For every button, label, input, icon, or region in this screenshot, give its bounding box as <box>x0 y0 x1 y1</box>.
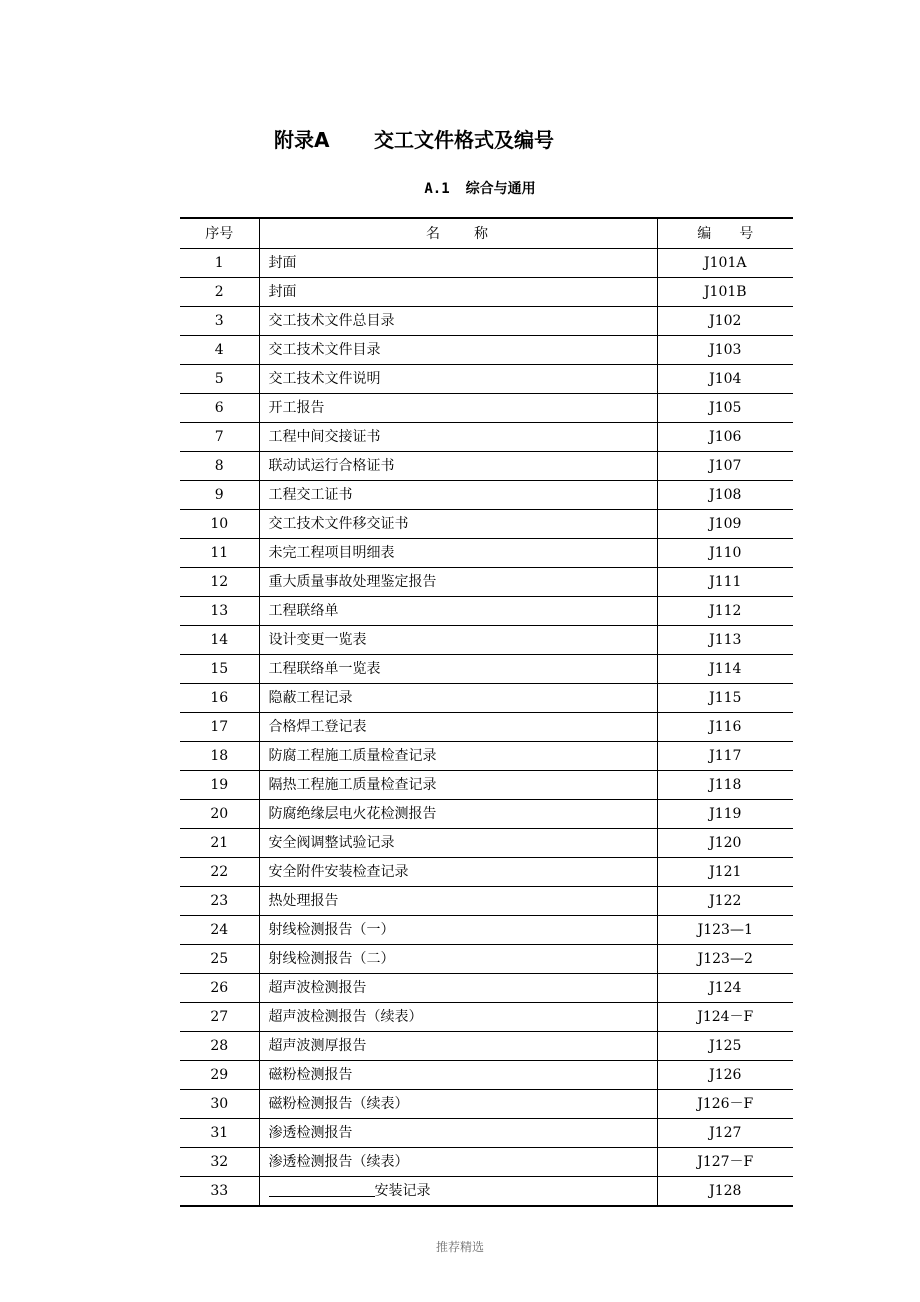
row-code: J116 <box>657 713 793 742</box>
table-row <box>180 1119 793 1148</box>
table-row <box>180 278 793 307</box>
row-code: J127－F <box>657 1148 793 1177</box>
table-row <box>180 481 793 510</box>
header-seq: 序号 <box>180 218 259 249</box>
header-code: 编 号 <box>657 218 793 249</box>
row-code: J108 <box>657 481 793 510</box>
section-number: A.1 <box>424 181 450 197</box>
row-seq: 18 <box>180 742 259 771</box>
row-code: J103 <box>657 336 793 365</box>
table-row <box>180 423 793 452</box>
table-row <box>180 829 793 858</box>
row-seq: 3 <box>180 307 259 336</box>
row-seq: 24 <box>180 916 259 945</box>
row-code: J126－F <box>657 1090 793 1119</box>
row-seq: 6 <box>180 394 259 423</box>
row-seq: 27 <box>180 1003 259 1032</box>
row-name: 防腐绝缘层电火花检测报告 <box>259 800 657 829</box>
table-row <box>180 539 793 568</box>
row-code: J125 <box>657 1032 793 1061</box>
section-title: 综合与通用 <box>465 181 536 197</box>
row-name: 超声波测厚报告 <box>259 1032 657 1061</box>
row-code: J126 <box>657 1061 793 1090</box>
table-row <box>180 742 793 771</box>
table-row <box>180 1061 793 1090</box>
table-row <box>180 510 793 539</box>
row-code: J127 <box>657 1119 793 1148</box>
row-seq: 31 <box>180 1119 259 1148</box>
row-seq: 1 <box>180 249 259 278</box>
row-seq: 28 <box>180 1032 259 1061</box>
row-seq: 8 <box>180 452 259 481</box>
row-code: J110 <box>657 539 793 568</box>
row-name: 磁粉检测报告（续表） <box>259 1090 657 1119</box>
table-row <box>180 597 793 626</box>
row-code: J113 <box>657 626 793 655</box>
row-name: 隔热工程施工质量检查记录 <box>259 771 657 800</box>
table-row <box>180 713 793 742</box>
row-code: J118 <box>657 771 793 800</box>
row-seq: 2 <box>180 278 259 307</box>
table-row <box>180 568 793 597</box>
row-name: 渗透检测报告（续表） <box>259 1148 657 1177</box>
row-code: J124 <box>657 974 793 1003</box>
row-name: 超声波检测报告 <box>259 974 657 1003</box>
row-name: 设计变更一览表 <box>259 626 657 655</box>
row-seq: 21 <box>180 829 259 858</box>
row-name: 安全阀调整试验记录 <box>259 829 657 858</box>
row-code: J128 <box>657 1177 793 1207</box>
row-code: J121 <box>657 858 793 887</box>
table-row <box>180 1032 793 1061</box>
row-seq: 30 <box>180 1090 259 1119</box>
header-name: 名 称 <box>259 218 657 249</box>
row-code: J112 <box>657 597 793 626</box>
row-name: 交工技术文件说明 <box>259 365 657 394</box>
table-row <box>180 858 793 887</box>
row-code: J101A <box>657 249 793 278</box>
row-name: 热处理报告 <box>259 887 657 916</box>
row-code: J106 <box>657 423 793 452</box>
table-row <box>180 800 793 829</box>
table-row <box>180 771 793 800</box>
row-seq: 26 <box>180 974 259 1003</box>
row-code: J117 <box>657 742 793 771</box>
row-name: 工程中间交接证书 <box>259 423 657 452</box>
table-row <box>180 1177 793 1207</box>
row-code: J111 <box>657 568 793 597</box>
row-code: J115 <box>657 684 793 713</box>
row-name: 渗透检测报告 <box>259 1119 657 1148</box>
table-body <box>180 249 793 1207</box>
row-name: 工程交工证书 <box>259 481 657 510</box>
row-name: 封面 <box>259 278 657 307</box>
table-row <box>180 945 793 974</box>
row-code: J104 <box>657 365 793 394</box>
row-name: 交工技术文件总目录 <box>259 307 657 336</box>
row-code: J124－F <box>657 1003 793 1032</box>
row-code: J105 <box>657 394 793 423</box>
row-seq: 13 <box>180 597 259 626</box>
appendix-label: 附录A <box>274 128 330 152</box>
row-name: 重大质量事故处理鉴定报告 <box>259 568 657 597</box>
row-seq: 15 <box>180 655 259 684</box>
table-row <box>180 249 793 278</box>
row-name: 工程联络单一览表 <box>259 655 657 684</box>
row-seq: 29 <box>180 1061 259 1090</box>
row-seq: 4 <box>180 336 259 365</box>
table-row <box>180 1003 793 1032</box>
title-text: 交工文件格式及编号 <box>374 128 554 152</box>
row-seq: 5 <box>180 365 259 394</box>
fill-in-blank <box>269 1178 375 1197</box>
row-seq: 25 <box>180 945 259 974</box>
row-name <box>259 1177 657 1207</box>
table-row <box>180 887 793 916</box>
row-seq: 10 <box>180 510 259 539</box>
table-row <box>180 307 793 336</box>
row-seq: 20 <box>180 800 259 829</box>
page-footer: 推荐精选 <box>435 1240 484 1254</box>
row-code: J119 <box>657 800 793 829</box>
row-name: 防腐工程施工质量检查记录 <box>259 742 657 771</box>
row-seq: 16 <box>180 684 259 713</box>
table-row <box>180 394 793 423</box>
row-name: 安全附件安装检查记录 <box>259 858 657 887</box>
page-title <box>274 122 694 158</box>
row-name: 交工技术文件目录 <box>259 336 657 365</box>
row-code: J102 <box>657 307 793 336</box>
row-name: 射线检测报告（一） <box>259 916 657 945</box>
row-code: J123—1 <box>657 916 793 945</box>
row-name: 磁粉检测报告 <box>259 1061 657 1090</box>
section-heading <box>0 178 920 200</box>
row-name: 超声波检测报告（续表） <box>259 1003 657 1032</box>
row-seq: 19 <box>180 771 259 800</box>
row-seq: 7 <box>180 423 259 452</box>
row-name: 交工技术文件移交证书 <box>259 510 657 539</box>
table-row <box>180 1090 793 1119</box>
row-seq: 23 <box>180 887 259 916</box>
row-seq: 12 <box>180 568 259 597</box>
table-row <box>180 336 793 365</box>
row-name: 联动试运行合格证书 <box>259 452 657 481</box>
row-name: 射线检测报告（二） <box>259 945 657 974</box>
row-name-text: 安装记录 <box>374 1183 431 1199</box>
row-seq: 17 <box>180 713 259 742</box>
table-row <box>180 365 793 394</box>
row-name: 开工报告 <box>259 394 657 423</box>
row-code: J101B <box>657 278 793 307</box>
row-seq: 9 <box>180 481 259 510</box>
row-seq: 22 <box>180 858 259 887</box>
table-row <box>180 684 793 713</box>
table-header-row <box>180 218 793 249</box>
row-seq: 14 <box>180 626 259 655</box>
row-seq: 33 <box>180 1177 259 1207</box>
row-seq: 32 <box>180 1148 259 1177</box>
table-row <box>180 655 793 684</box>
document-format-table <box>180 217 793 1207</box>
row-name: 隐蔽工程记录 <box>259 684 657 713</box>
table-row <box>180 974 793 1003</box>
row-code: J109 <box>657 510 793 539</box>
table-row <box>180 1148 793 1177</box>
table-row <box>180 916 793 945</box>
row-code: J107 <box>657 452 793 481</box>
row-code: J114 <box>657 655 793 684</box>
row-code: J123—2 <box>657 945 793 974</box>
row-name: 工程联络单 <box>259 597 657 626</box>
table-row <box>180 626 793 655</box>
row-name: 合格焊工登记表 <box>259 713 657 742</box>
table-row <box>180 452 793 481</box>
row-code: J120 <box>657 829 793 858</box>
row-name: 未完工程项目明细表 <box>259 539 657 568</box>
row-seq: 11 <box>180 539 259 568</box>
row-name: 封面 <box>259 249 657 278</box>
row-code: J122 <box>657 887 793 916</box>
